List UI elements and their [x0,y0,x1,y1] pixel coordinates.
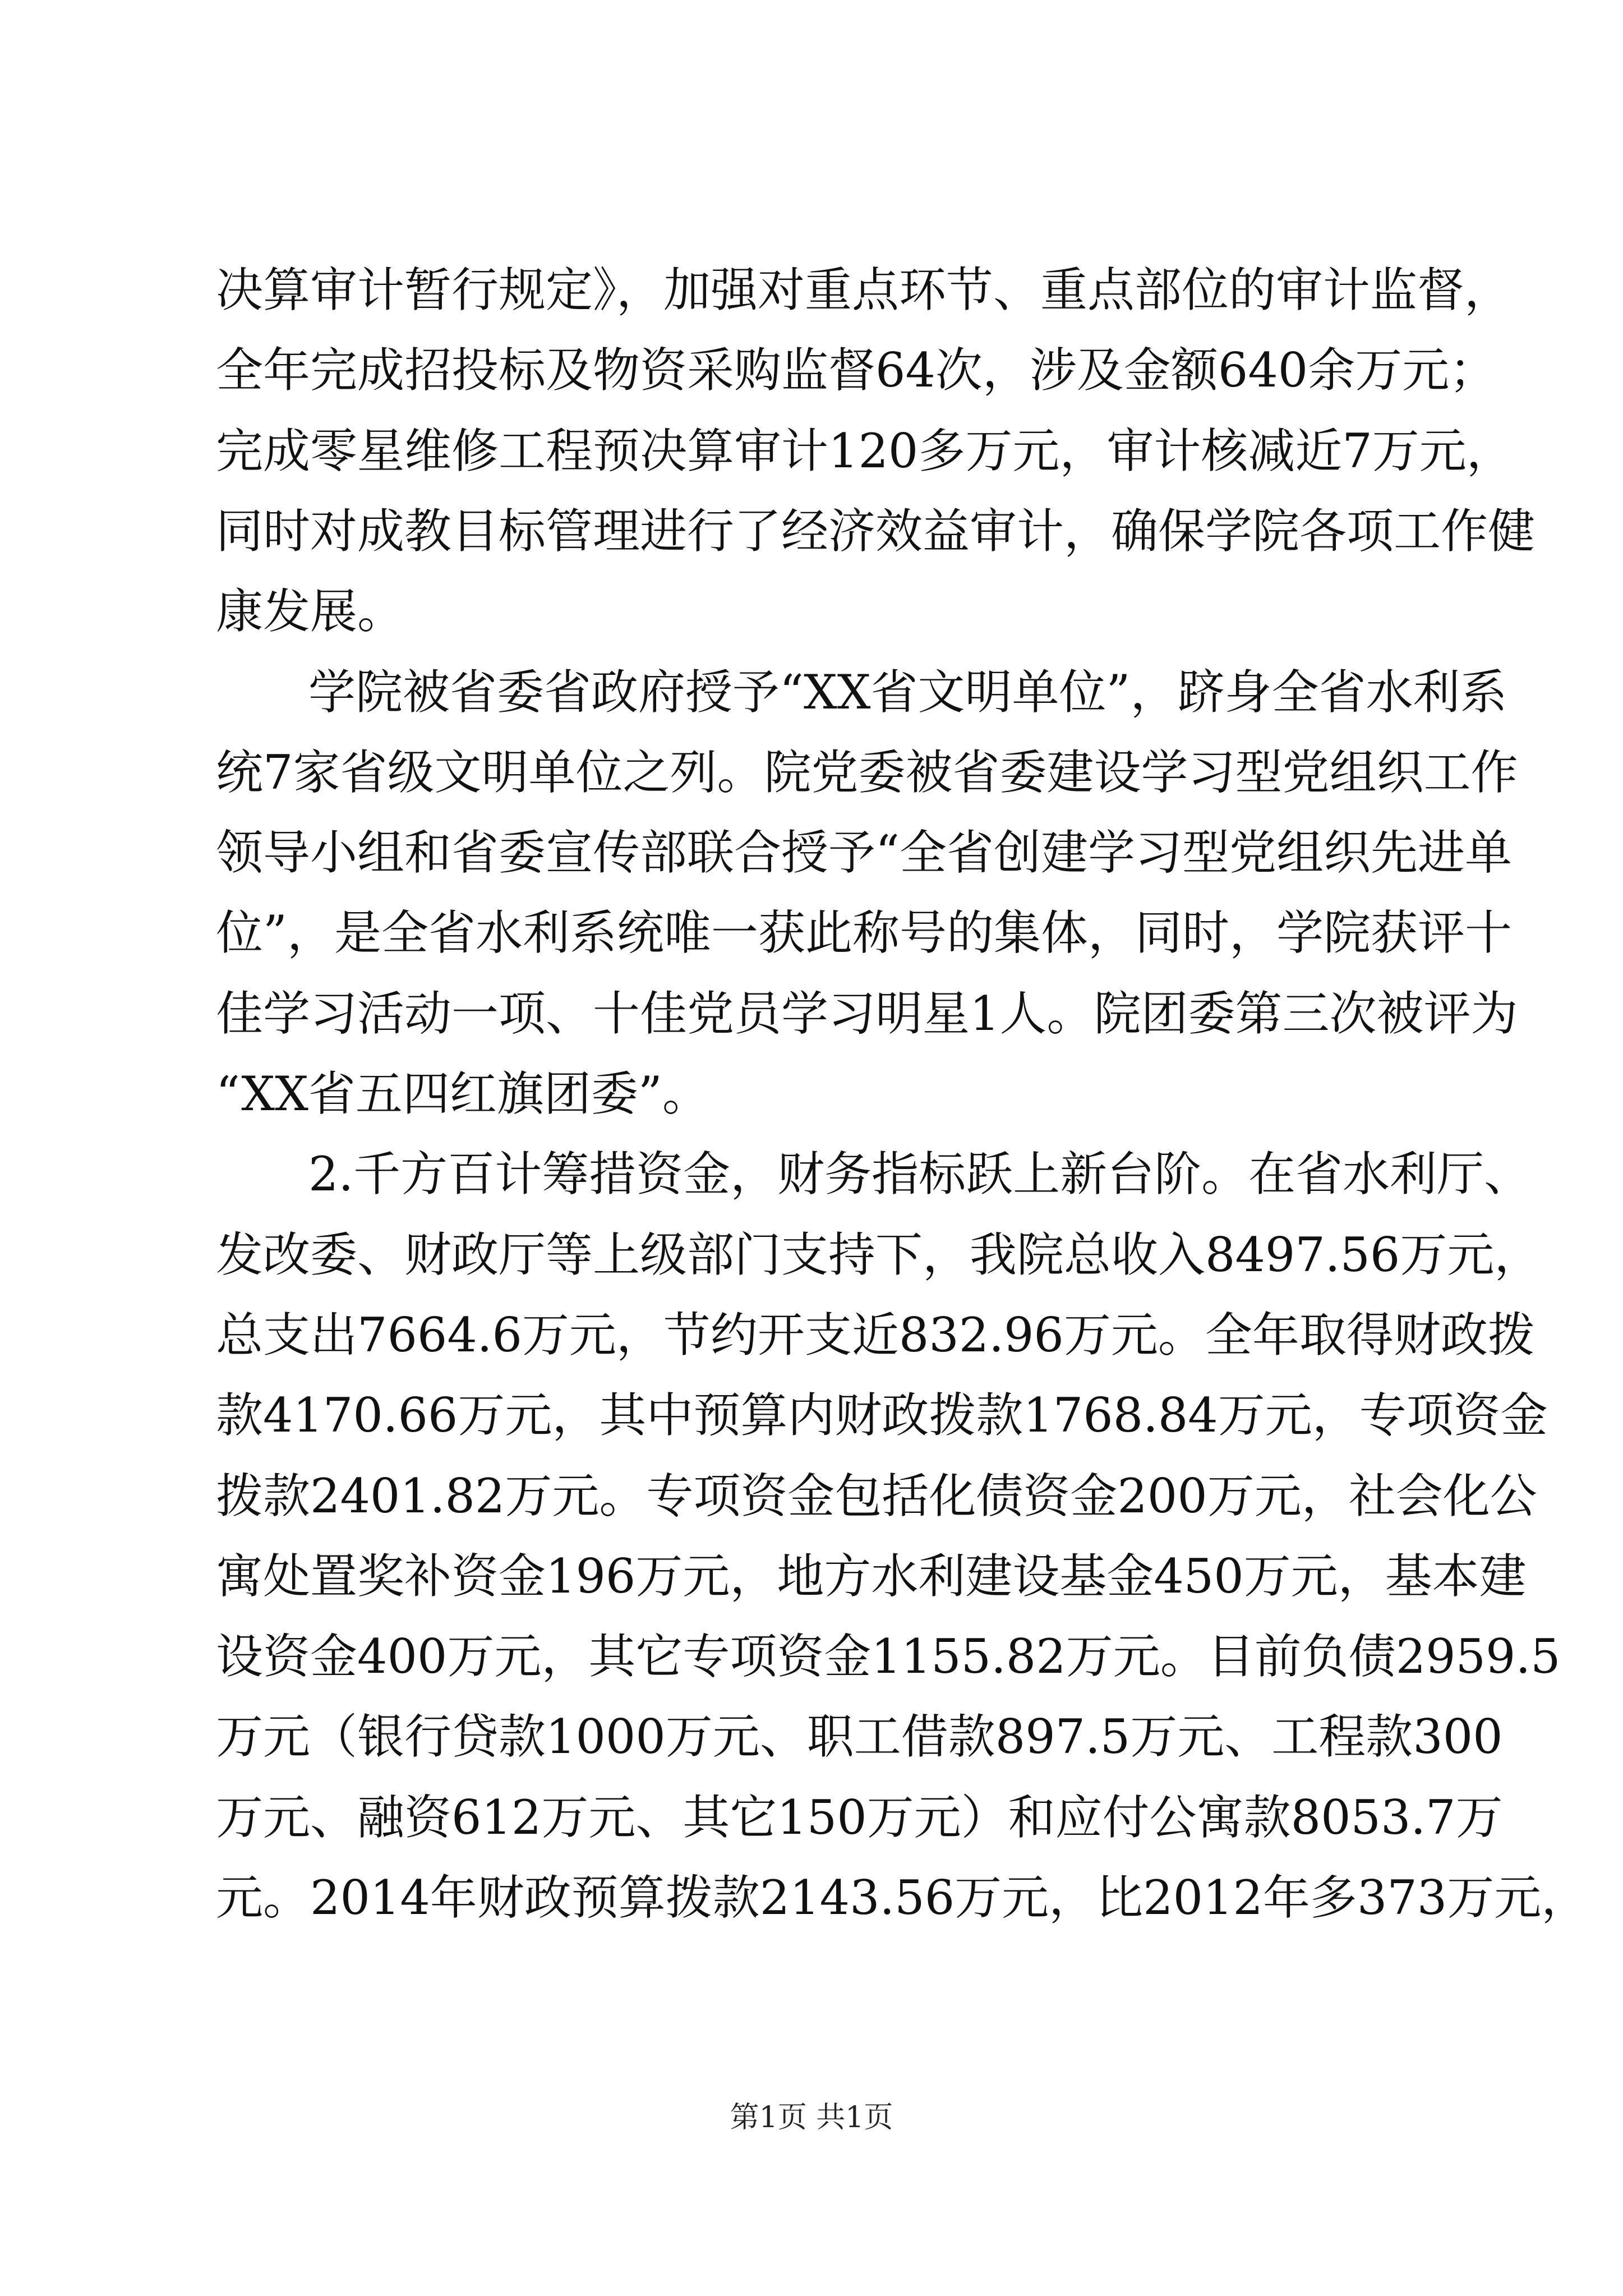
text-line: “XX省五四红旗团委”。 [216,1066,709,1121]
text-line: 万元、融资612万元、其它150万元）和应付公寓款8053.7万 [216,1790,1503,1845]
text-line: 学院被省委省政府授予“XX省文明单位”，跻身全省水利系 [308,665,1507,720]
text-line: 全年完成招投标及物资采购监督64次，涉及金额640余万元； [216,343,1497,398]
page-footer: 第1页 共1页 [730,2101,893,2134]
text-line: 位”，是全省水利系统唯一获此称号的集体，同时，学院获评十 [216,905,1512,960]
text-line: 同时对成教目标管理进行了经济效益审计，确保学院各项工作健 [216,504,1536,559]
text-line: 寓处置奖补资金196万元，地方水利建设基金450万元，基本建 [216,1549,1527,1604]
text-line: 款4170.66万元，其中预算内财政拨款1768.84万元，专项资金 [216,1388,1548,1443]
text-line: 元。2014年财政预算拨款2143.56万元，比2012年多373万元， [216,1870,1589,1925]
text-line: 设资金400万元，其它专项资金1155.82万元。目前负债2959.5 [216,1629,1561,1684]
text-line: 完成零星维修工程预决算审计120多万元，审计核减近7万元， [216,424,1514,478]
text-line: 统7家省级文明单位之列。院党委被省委建设学习型党组织工作 [216,745,1518,800]
text-line: 万元（银行贷款1000万元、职工借款897.5万元、工程款300 [216,1709,1503,1764]
text-line: 总支出7664.6万元，节约开支近832.96万元。全年取得财政拨 [216,1308,1535,1363]
text-line: 拨款2401.82万元。专项资金包括化债资金200万元，社会化公 [216,1469,1537,1524]
text-line: 发改委、财政厅等上级部门支持下，我院总收入8497.56万元， [216,1227,1542,1282]
text-line: 康发展。 [216,584,405,639]
text-line: 佳学习活动一项、十佳党员学习明星1人。院团委第三次被评为 [216,986,1518,1041]
text-line: 决算审计暂行规定》，加强对重点环节、重点部位的审计监督， [216,263,1512,318]
text-line: 2.千方百计筹措资金，财务指标跃上新台阶。在省水利厅、 [308,1147,1532,1202]
text-line: 领导小组和省委宣传部联合授予“全省创建学习型党组织先进单 [216,825,1512,880]
